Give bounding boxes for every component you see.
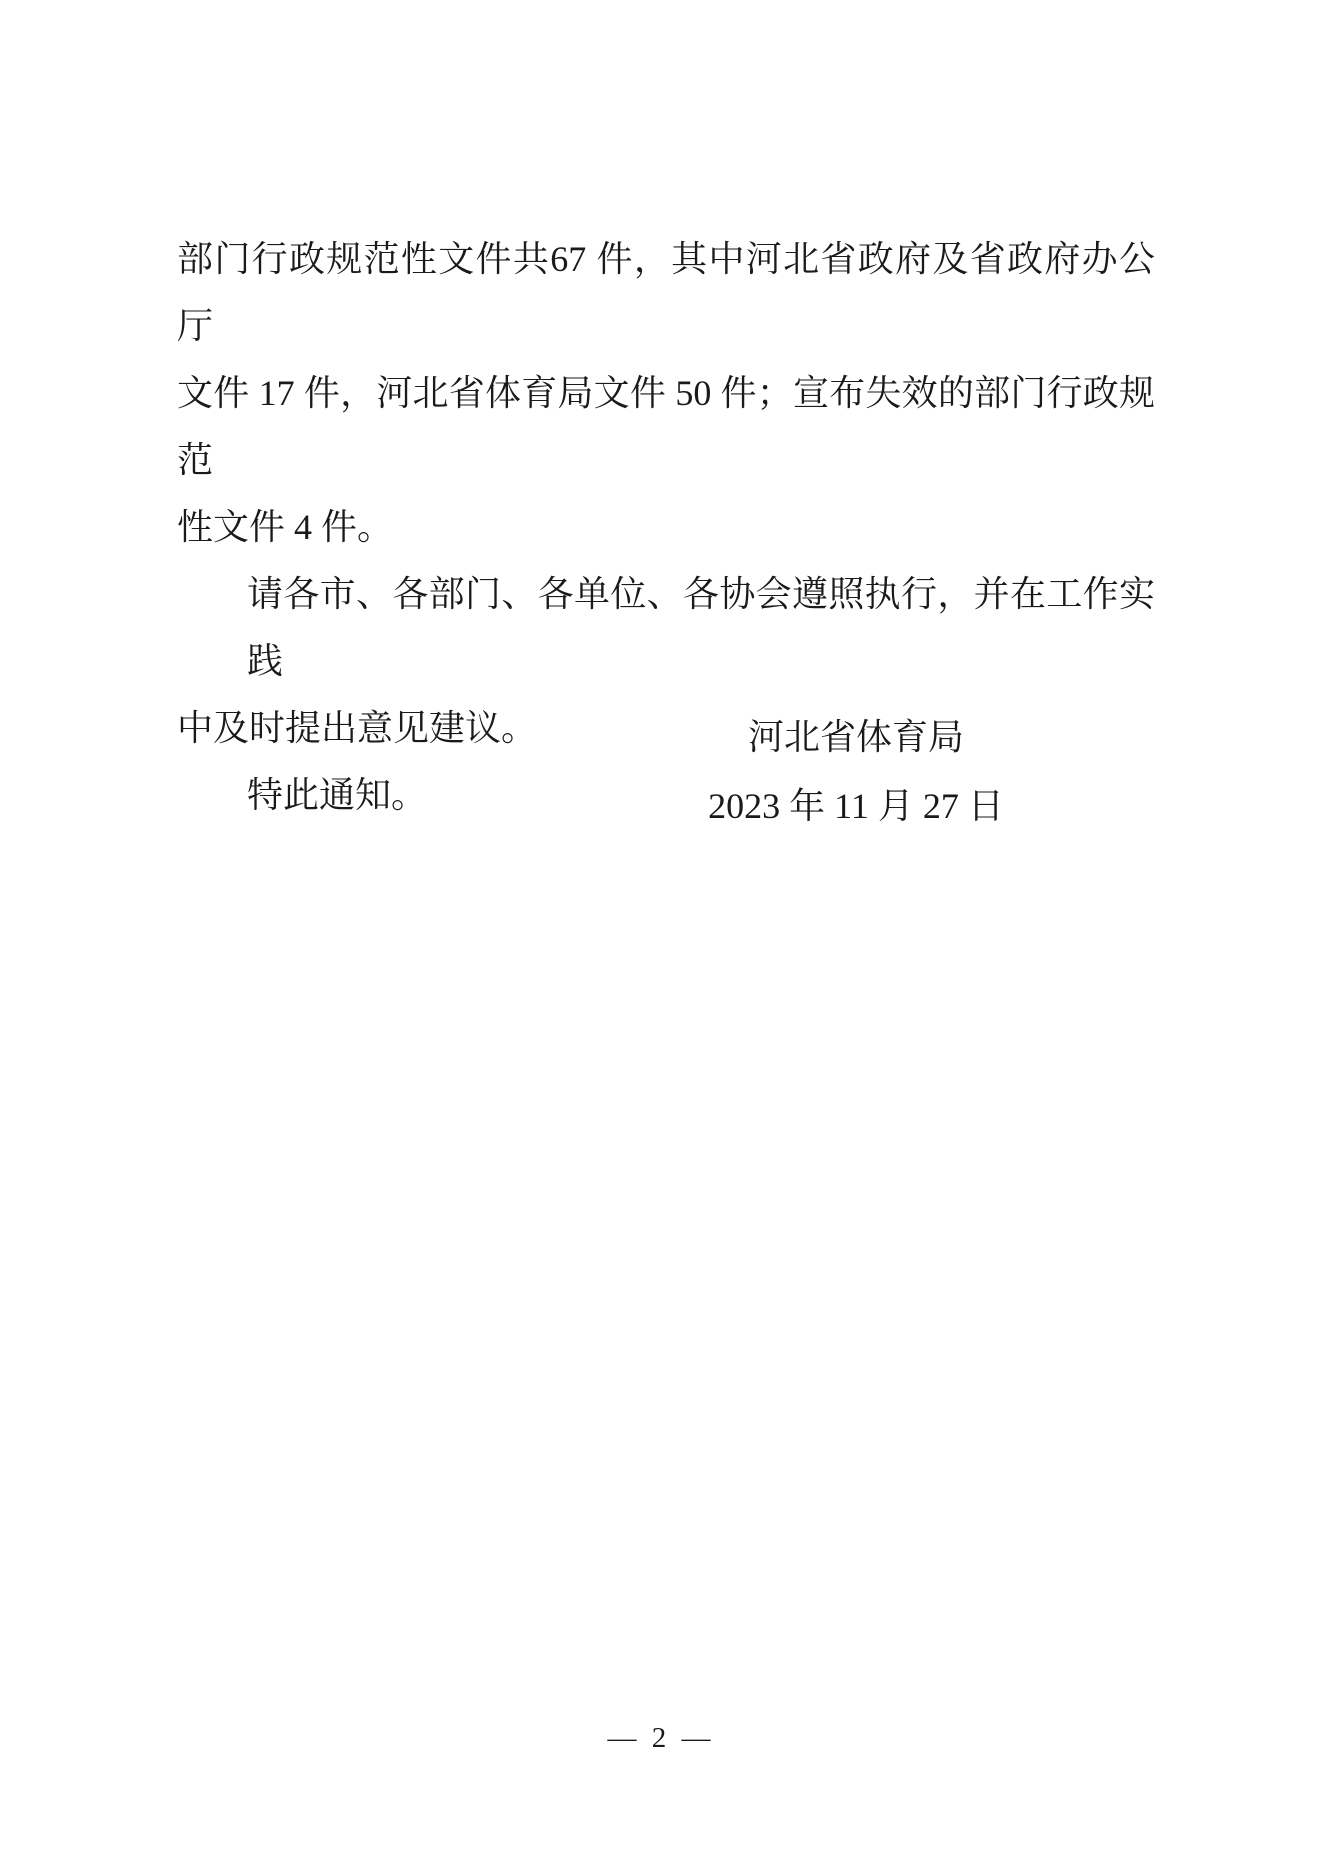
- page-number: — 2 —: [607, 1722, 715, 1754]
- paragraph-line-5: 中及时提出意见建议。: [177, 708, 538, 748]
- paragraph-line-3: 性文件 4 件。: [177, 507, 394, 547]
- paragraph-line-1: 部门行政规范性文件共67 件，其中河北省政府及省政府办公厅: [177, 239, 1155, 346]
- paragraph-line-6: 特此通知。: [247, 775, 428, 815]
- paragraph-line-4: 请各市、各部门、各单位、各协会遵照执行，并在工作实践: [247, 574, 1155, 681]
- signature-block: [600, 703, 1112, 841]
- signature-org: 河北省体育局: [747, 717, 964, 757]
- signature-date: 2023 年 11 月 27 日: [708, 786, 1004, 826]
- paragraph-line-2: 文件 17 件，河北省体育局文件 50 件；宣布失效的部门行政规范: [177, 373, 1155, 480]
